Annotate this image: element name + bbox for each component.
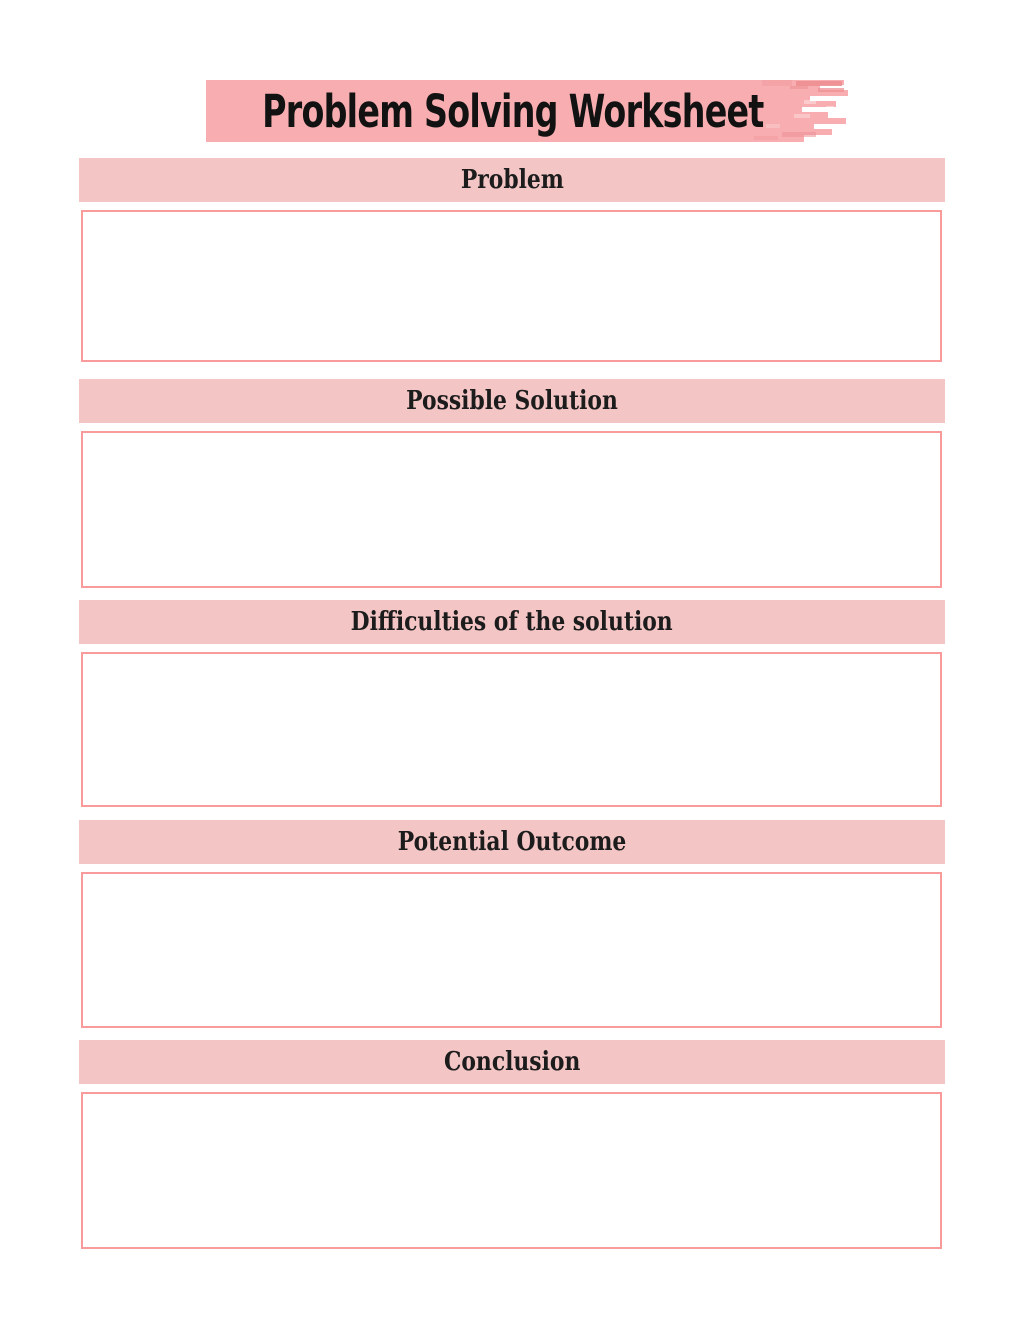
possible-solution-header [79, 379, 945, 423]
potential-outcome-header-label: Potential Outcome [397, 827, 627, 857]
title-banner [206, 80, 858, 142]
difficulties-input[interactable] [81, 652, 942, 807]
section-potential-outcome [79, 820, 945, 864]
section-possible-solution [79, 379, 945, 423]
page-title [206, 80, 820, 142]
problem-header-label: Problem [460, 165, 564, 195]
possible-solution-input[interactable] [81, 431, 942, 588]
conclusion-input[interactable] [81, 1092, 942, 1249]
section-conclusion [79, 1040, 945, 1084]
potential-outcome-header [79, 820, 945, 864]
conclusion-header-label: Conclusion [443, 1047, 581, 1077]
problem-input[interactable] [81, 210, 942, 362]
section-problem [79, 158, 945, 202]
possible-solution-header-label: Possible Solution [406, 386, 618, 416]
section-difficulties [79, 600, 945, 644]
difficulties-header [79, 600, 945, 644]
problem-header [79, 158, 945, 202]
difficulties-header-label: Difficulties of the solution [350, 607, 674, 637]
potential-outcome-input[interactable] [81, 872, 942, 1028]
conclusion-header [79, 1040, 945, 1084]
page-title-text: Problem Solving Worksheet [262, 84, 764, 138]
